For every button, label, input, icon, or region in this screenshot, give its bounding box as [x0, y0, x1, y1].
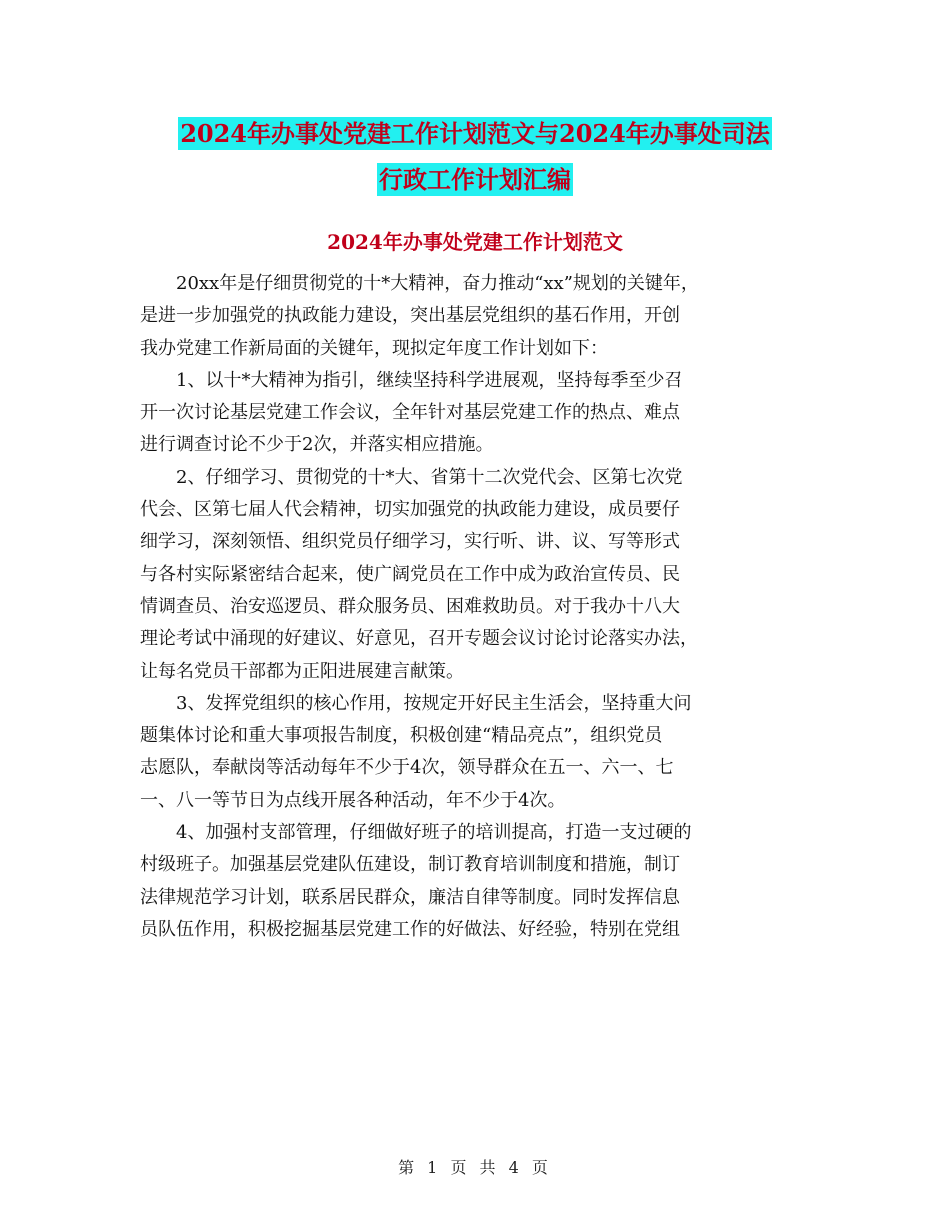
paragraph-line: 让每名党员干部都为正阳进展建言献策。: [140, 660, 464, 682]
paragraph: [140, 688, 830, 817]
paragraph: [140, 268, 830, 365]
document-title-line-1: 2024年办事处党建工作计划范文与2024年办事处司法: [180, 119, 770, 148]
paragraph-line: 4、加强村支部管理，仔细做好班子的培训提高，打造一支过硬的: [176, 822, 692, 844]
paragraph-line: 员队伍作用，积极挖掘基层党建工作的好做法、好经验，特别在党组: [140, 918, 680, 940]
paragraph-line: 20xx年是仔细贯彻党的十*大精神，奋力推动“xx”规划的关键年，: [176, 273, 699, 294]
paragraph-line: 法律规范学习计划，联系居民群众，廉洁自律等制度。同时发挥信息: [140, 886, 680, 908]
paragraph: [140, 817, 830, 946]
paragraph: [140, 365, 830, 462]
paragraph-line: 3、发挥党组织的核心作用，按规定开好民主生活会，坚持重大问: [176, 692, 692, 714]
page-footer: 第 1 页 共 4 页: [398, 1158, 552, 1177]
paragraph-line: 开一次讨论基层党建工作会议，全年针对基层党建工作的热点、难点: [140, 402, 680, 424]
paragraph-line: 代会、区第七届人代会精神，切实加强党的执政能力建设，成员要仔: [140, 499, 680, 521]
paragraph-line: 2、仔细学习、贯彻党的十*大、省第十二次党代会、区第七次党: [176, 466, 683, 488]
paragraph-line: 理论考试中涌现的好建议、好意见，召开专题会议讨论讨论落实办法，: [140, 628, 698, 650]
document-title-line-2: 行政工作计划汇编: [379, 165, 571, 194]
paragraph: [140, 462, 830, 688]
paragraph-line: 我办党建工作新局面的关键年，现拟定年度工作计划如下：: [140, 337, 608, 359]
paragraph-line: 一、八一等节日为点线开展各种活动，年不少于4次。: [140, 789, 566, 811]
paragraph-line: 题集体讨论和重大事项报告制度，积极创建“精品亮点”，组织党员: [140, 725, 663, 747]
paragraph-line: 1、以十*大精神为指引，继续坚持科学进展观，坚持每季至少召: [176, 369, 683, 391]
paragraph-line: 细学习，深刻领悟、组织党员仔细学习，实行听、讲、议、写等形式: [140, 531, 680, 553]
paragraph-line: 进行调查讨论不少于2次，并落实相应措施。: [140, 434, 494, 456]
paragraph-line: 与各村实际紧密结合起来，使广阔党员在工作中成为政治宣传员、民: [140, 563, 680, 585]
section-title: 2024年办事处党建工作计划范文: [327, 230, 623, 254]
document-body: [140, 268, 830, 946]
paragraph-line: 是进一步加强党的执政能力建设，突出基层党组织的基石作用，开创: [140, 305, 680, 327]
paragraph-line: 情调查员、治安巡逻员、群众服务员、困难救助员。对于我办十八大: [140, 595, 680, 617]
paragraph-line: 村级班子。加强基层党建队伍建设，制订教育培训制度和措施，制订: [140, 854, 680, 876]
paragraph-line: 志愿队，奉献岗等活动每年不少于4次，领导群众在五一、六一、七: [140, 757, 674, 779]
